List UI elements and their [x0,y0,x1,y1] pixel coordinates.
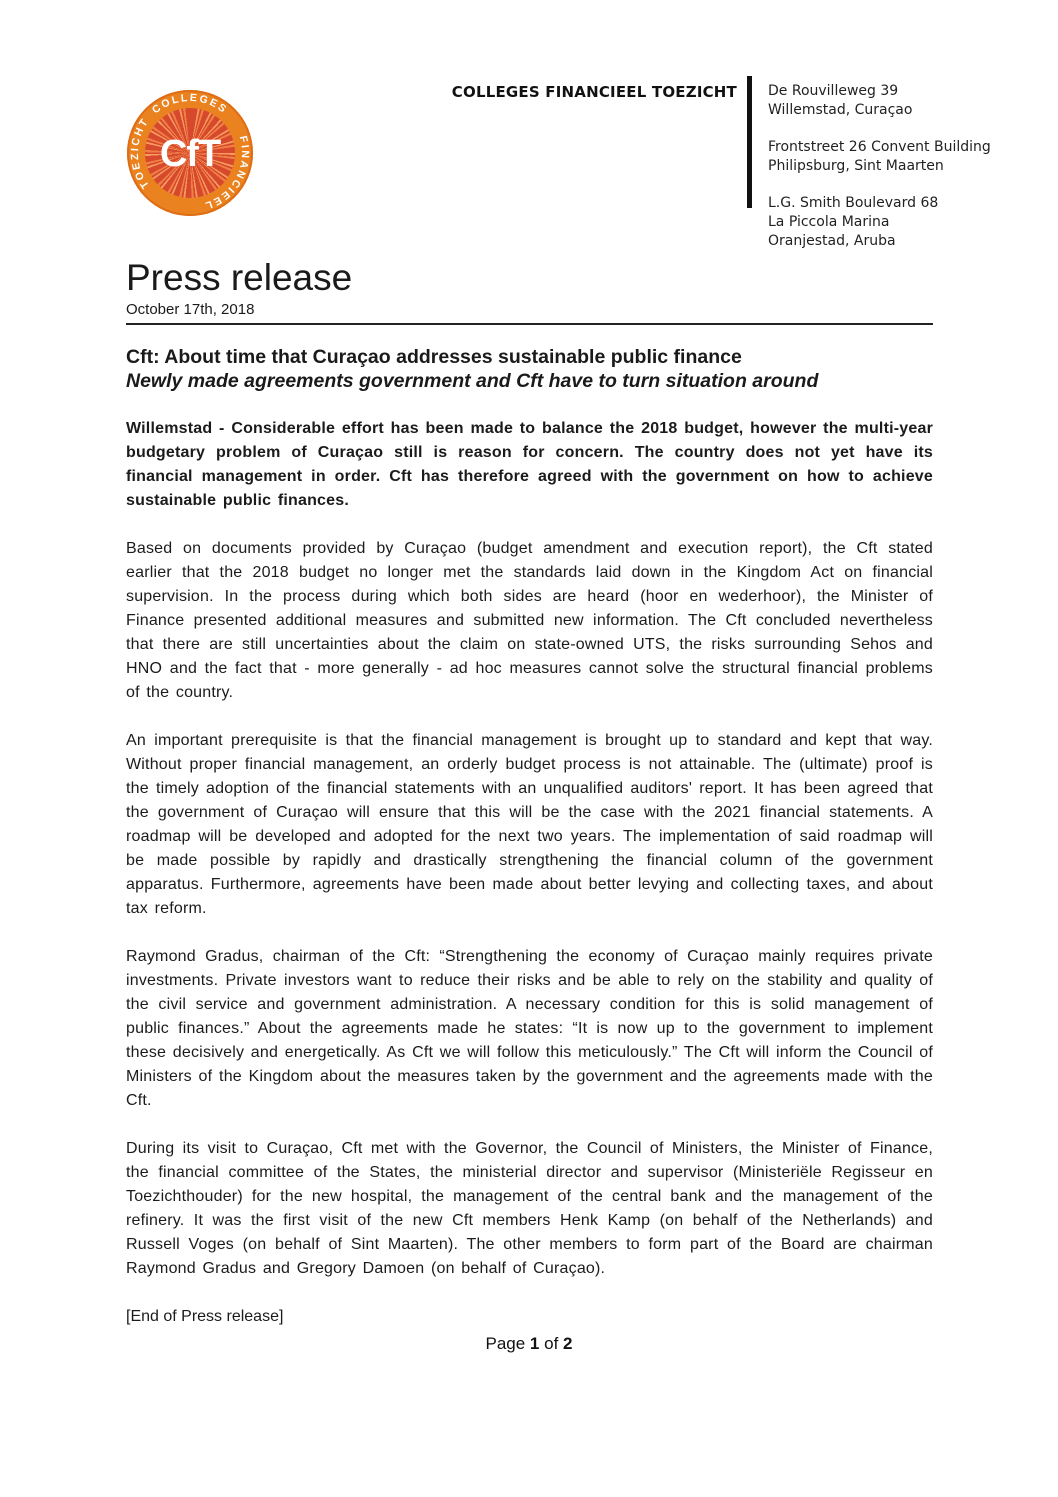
footer-page-label: Page [485,1334,526,1353]
cft-logo-text-overlay [127,90,253,216]
address-sint-maarten [768,138,991,176]
footer-of-label: of [544,1334,559,1353]
footer-page-number: 1 [529,1334,540,1353]
headline: Cft: About time that Curaçao addresses sustainable public finance [126,346,742,368]
address-line: Philipsburg, Sint Maarten [768,158,944,174]
address-line: De Rouvilleweg 39 [768,83,899,99]
cft-logo [127,90,253,216]
address-aruba [768,194,991,251]
address-curacao [768,82,991,120]
document-content [126,258,933,1329]
org-name: COLLEGES FINANCIEEL TOEZICHT [451,83,737,101]
body-paragraph: Based on documents provided by Curaçao (budget amendment and execution report), the Cft stated earlier that the 2018 budget no longer met the standards laid down in the Kingdom Act on financial supervision. In the process during which both sides are heard (hoor en wederhoor), the Minister of Finance presented additional measures and submitted new information. The Cft concluded nevertheless that there are still uncertainties about the claim on state-owned UTS, the risks surrounding Sehos and HNO and the fact that - more generally - ad hoc measures cannot solve the structural financial problems of the country. [126,540,933,701]
page-title: Press release [126,257,353,298]
address-line: Oranjestad, Aruba [768,233,896,249]
address-line: Willemstad, Curaçao [768,102,913,118]
title-rule [126,323,933,325]
subheadline: Newly made agreements government and Cft have to turn situation around [126,370,819,392]
address-line: Frontstreet 26 Convent Building [768,139,991,155]
end-note: [End of Press release] [126,1308,284,1325]
header-divider [747,76,752,208]
logo-ring-word-right: FINANCIEEL [201,134,252,213]
address-line: L.G. Smith Boulevard 68 [768,195,939,211]
body-paragraph: During its visit to Curaçao, Cft met with the Governor, the Council of Ministers, the Minister of Finance, the financial committee of the States, the ministerial director and supervisor (Ministeriële Regisseur en Toezichthouder) for the new hospital, the management of the central bank and the management of the refinery. It was the first visit of the new Cft members Henk Kamp (on behalf of the Netherlands) and Russell Voges (on behalf of Sint Maarten). The other members to form part of the Board are chairman Raymond Gradus and Gregory Damoen (on behalf of Curaçao). [126,1140,933,1277]
body-paragraph: An important prerequisite is that the financial management is brought up to standard and kept that way. Without proper financial management, an orderly budget process is not attainable. The (ultimate) proof is the timely adoption of the financial statements with an unqualified auditors' report. It has been agreed that the government of Curaçao will ensure that this will be the case with the 2021 financial statements. A roadmap will be developed and adopted for the next two years. The implementation of said roadmap will be made possible by rapidly and drastically strengthening the financial column of the government apparatus. Furthermore, agreements have been made about better levying and collecting taxes, and about tax reform. [126,732,933,917]
release-date: October 17th, 2018 [126,301,255,318]
address-line: La Piccola Marina [768,214,890,230]
footer-total-pages: 2 [563,1334,573,1353]
logo-monogram: CfT [159,133,221,175]
office-addresses [768,82,991,251]
lead-paragraph: Willemstad - Considerable effort has been made to balance the 2018 budget, however the multi-year budgetary problem of Curaçao still is reason for concern. The country does not yet have its financial management in order. Cft has therefore agreed with the government on how to achieve sustainable public finances. [126,420,933,509]
logo-ring-word-left: TOEZICHT [128,115,152,191]
logo-ring-word-top: COLLEGES [150,91,231,117]
body-paragraph: Raymond Gradus, chairman of the Cft: “Strengthening the economy of Curaçao mainly requires private investments. Private investors want to reduce their risks and be able to rely on the stability and quality of the civil service and government administration. A necessary condition for this is solid management of public finances.” About the agreements made he states: “It is now up to the government to implement these decisively and energetically. As Cft we will follow this meticulously.” The Cft will inform the Council of Ministers of the Kingdom about the measures taken by the government and the agreements made with the Cft. [126,948,933,1109]
page-footer [0,1334,1058,1354]
